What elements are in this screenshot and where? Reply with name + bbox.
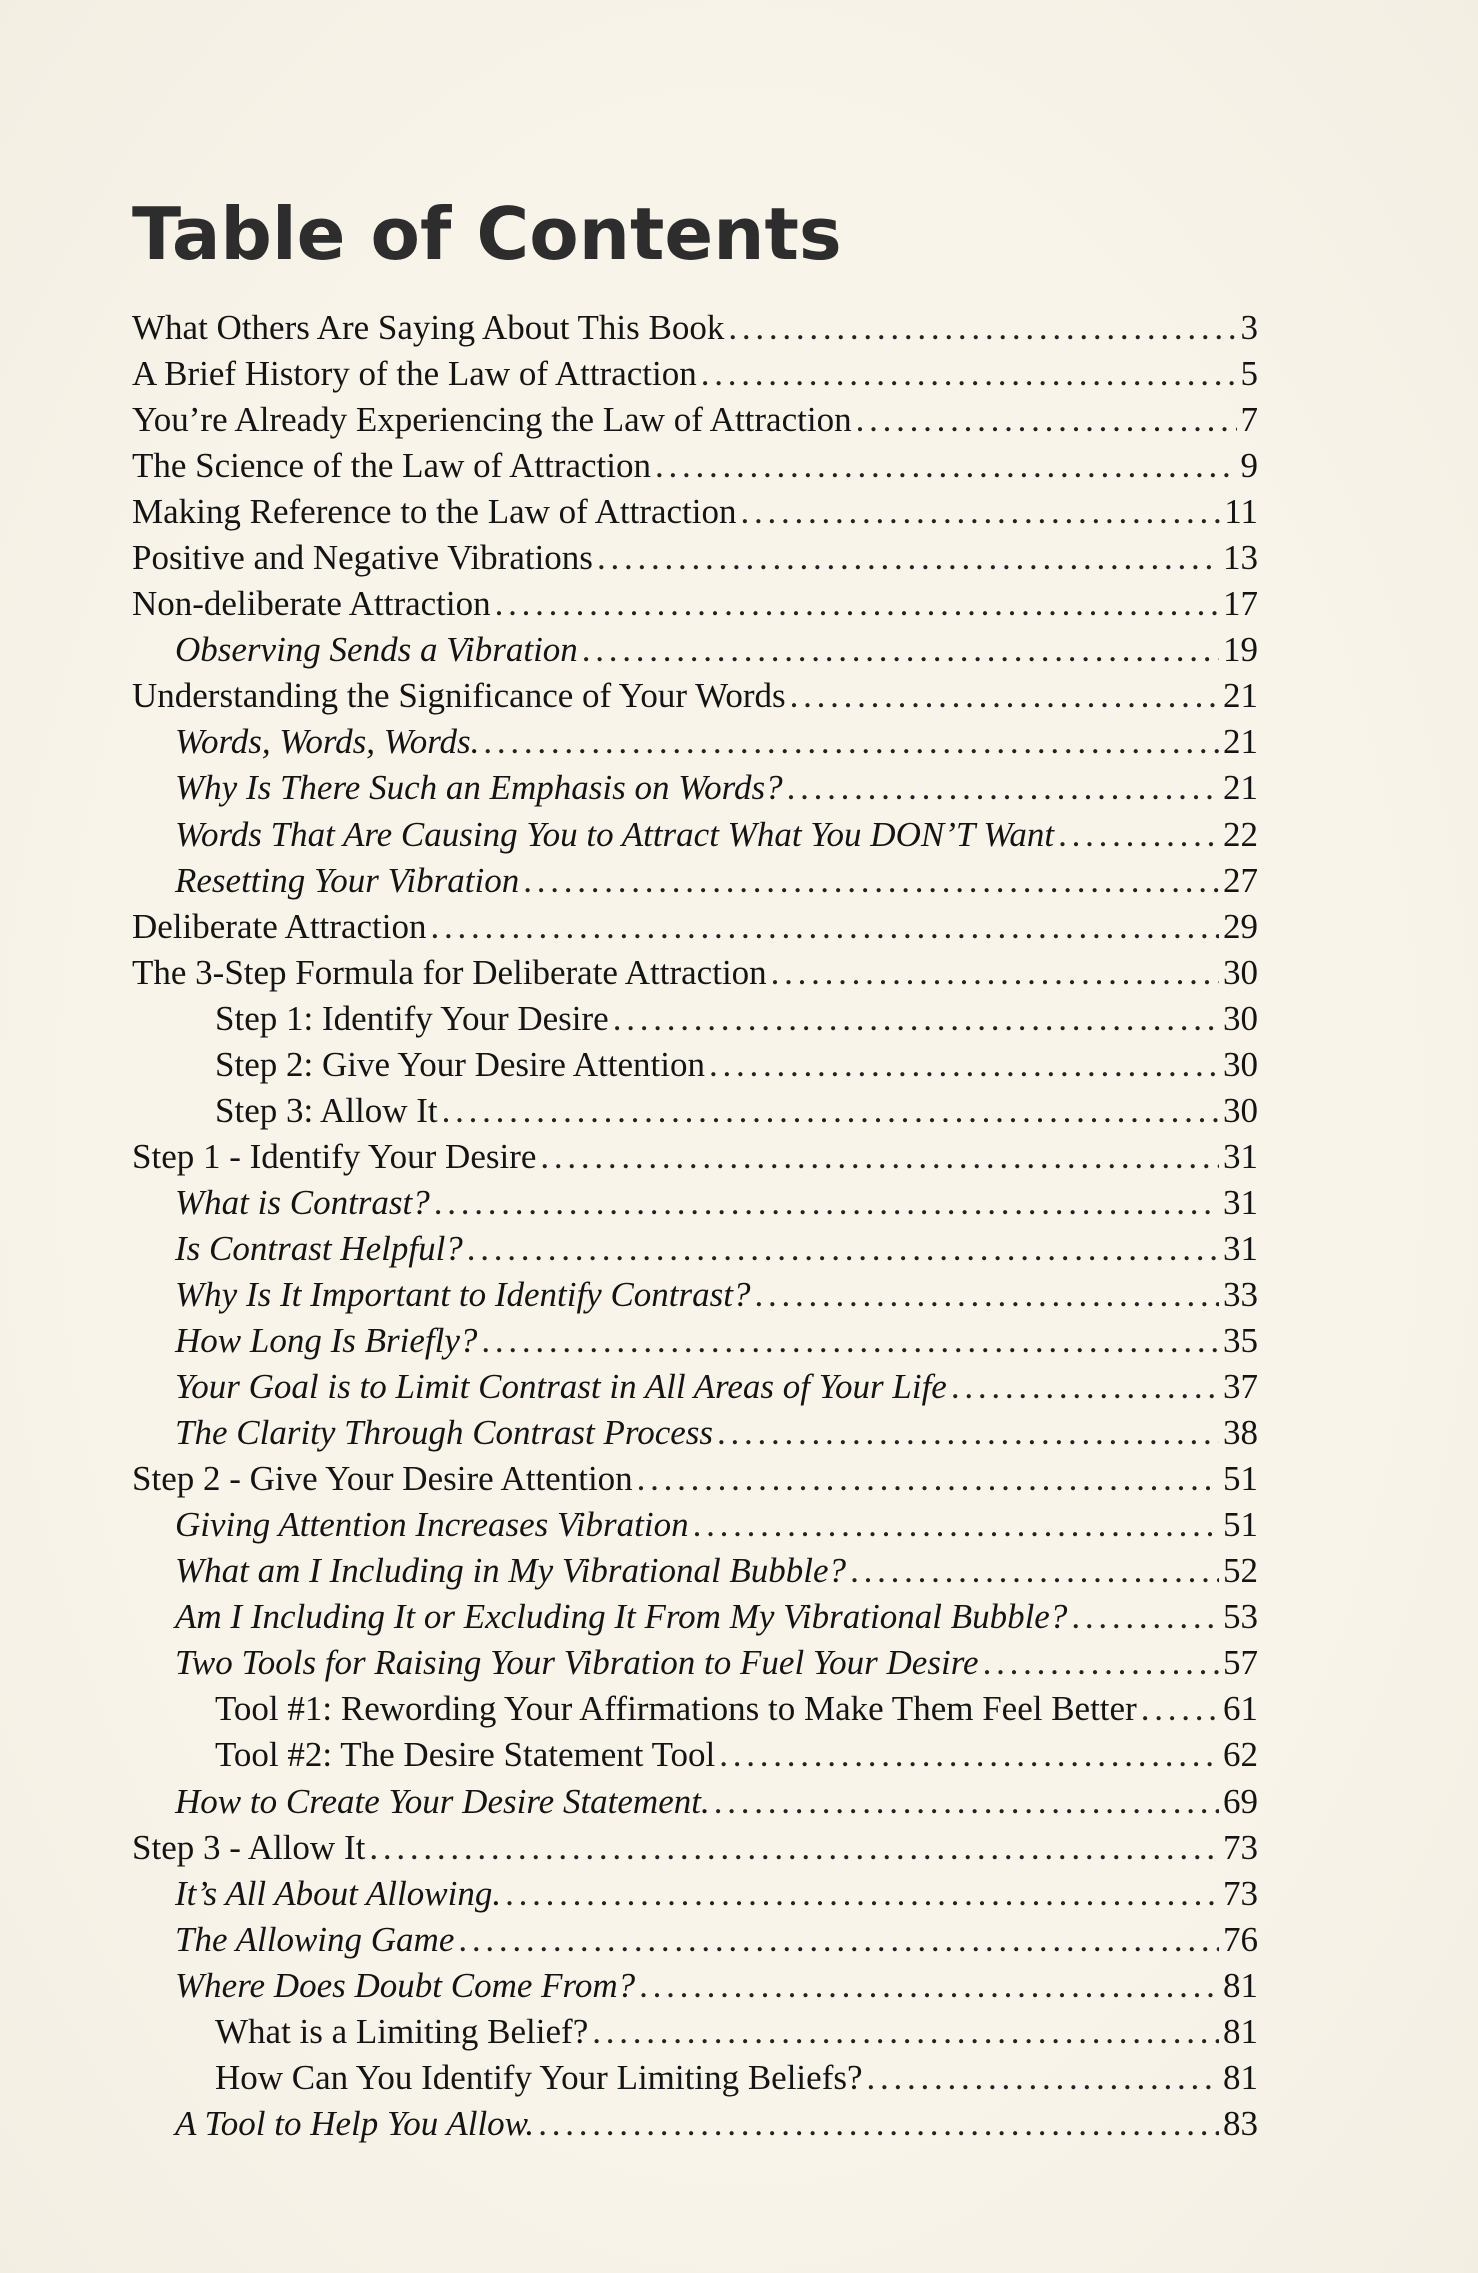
toc-entry	[132, 2009, 1258, 2055]
toc-entry	[132, 1410, 1258, 1456]
dot-leader	[430, 904, 1219, 950]
toc-entry-page-number: 81	[1223, 2011, 1258, 2051]
dot-leader	[867, 2055, 1220, 2101]
toc-entry-page-number: 73	[1223, 1827, 1258, 1867]
toc-entry-title: Your Goal is to Limit Contrast in All Areas of Your Life	[175, 1367, 947, 1407]
page-title: Table of Contents	[132, 192, 842, 276]
toc-entry-page-number: 22	[1223, 814, 1258, 854]
dot-leader	[369, 1825, 1219, 1871]
toc-entry-page-number: 33	[1223, 1274, 1258, 1314]
toc-entry-page-number: 81	[1223, 1965, 1258, 2005]
toc-entry-page-number: 31	[1223, 1136, 1258, 1176]
toc-entry	[132, 1042, 1258, 1088]
toc-entry	[132, 535, 1258, 581]
dot-leader	[655, 443, 1237, 489]
toc-entry	[132, 351, 1258, 397]
toc-entry-page-number: 3	[1240, 308, 1258, 347]
toc-entry-page-number: 21	[1223, 722, 1258, 762]
toc-entry	[132, 2101, 1258, 2147]
toc-entry	[132, 1364, 1258, 1410]
toc-entry	[132, 812, 1258, 858]
toc-entry-title: Step 2: Give Your Desire Attention	[215, 1044, 705, 1084]
dot-leader	[495, 581, 1219, 627]
dot-leader	[1058, 812, 1219, 858]
toc-entry	[132, 581, 1258, 627]
dot-leader	[1141, 1686, 1219, 1732]
toc-entry-page-number: 52	[1223, 1551, 1258, 1591]
toc-entry	[132, 1825, 1258, 1871]
toc-entry-title: You’re Already Experiencing the Law of Attraction	[132, 400, 852, 440]
toc-entry-title: Step 3 - Allow It	[132, 1827, 366, 1867]
dot-leader	[714, 1779, 1219, 1825]
toc-entry	[132, 1180, 1258, 1226]
toc-entry-page-number: 38	[1223, 1413, 1258, 1453]
toc-entry-page-number: 11	[1224, 492, 1258, 532]
toc-entry-page-number: 30	[1223, 1090, 1258, 1130]
dot-leader	[538, 2101, 1219, 2147]
toc-entry-title: What Others Are Saying About This Book	[132, 308, 725, 347]
dot-leader	[597, 535, 1219, 581]
toc-entry-page-number: 62	[1223, 1735, 1258, 1775]
toc-entry	[132, 673, 1258, 719]
toc-entry	[132, 1686, 1258, 1732]
toc-entry-title: Step 1: Identify Your Desire	[215, 998, 609, 1038]
toc-entry-page-number: 76	[1223, 1919, 1258, 1959]
toc-entry-title: Two Tools for Raising Your Vibration to Fuel Your Desire	[175, 1643, 979, 1683]
dot-leader	[693, 1502, 1219, 1548]
toc-entry-title: A Brief History of the Law of Attraction	[132, 354, 697, 394]
toc-entry-page-number: 51	[1223, 1459, 1258, 1499]
toc-entry-page-number: 30	[1223, 952, 1258, 992]
toc-entry	[132, 858, 1258, 904]
toc-entry-page-number: 83	[1223, 2103, 1258, 2143]
dot-leader	[582, 627, 1219, 673]
dot-leader	[741, 489, 1221, 535]
toc-entry-page-number: 51	[1223, 1505, 1258, 1545]
toc-entry	[132, 1088, 1258, 1134]
toc-entry	[132, 719, 1258, 765]
toc-entry-title: Giving Attention Increases Vibration	[175, 1505, 689, 1545]
dot-leader	[850, 1548, 1219, 1594]
toc-entry-title: Why Is It Important to Identify Contrast?	[175, 1274, 751, 1314]
toc-entry-title: Words That Are Causing You to Attract What You DON’T Want	[175, 814, 1055, 854]
dot-leader	[637, 1456, 1219, 1502]
toc-entry	[132, 1732, 1258, 1778]
toc-entry-title: It’s All About Allowing.	[175, 1873, 502, 1913]
toc-entry-title: Tool #1: Rewording Your Affirmations to Make Them Feel Better	[215, 1689, 1137, 1729]
toc-entry-page-number: 61	[1223, 1689, 1258, 1729]
toc-entry-page-number: 5	[1240, 354, 1258, 394]
dot-leader	[540, 1134, 1219, 1180]
toc-entry-page-number: 21	[1223, 676, 1258, 716]
toc-entry	[132, 1963, 1258, 2009]
toc-entry-title: How Can You Identify Your Limiting Beliefs?	[215, 2057, 863, 2097]
toc-entry-title: Positive and Negative Vibrations	[132, 538, 593, 578]
toc-entry	[132, 1871, 1258, 1917]
toc-entry-title: Making Reference to the Law of Attraction	[132, 492, 737, 532]
dot-leader	[717, 1410, 1219, 1456]
toc-entry	[132, 1318, 1258, 1364]
toc-entry	[132, 904, 1258, 950]
toc-entry	[132, 489, 1258, 535]
toc-entry-title: Am I Including It or Excluding It From My Vibrational Bubble?	[175, 1597, 1068, 1637]
toc-entry	[132, 765, 1258, 811]
toc-entry-page-number: 69	[1223, 1781, 1258, 1821]
toc-entry	[132, 627, 1258, 673]
dot-leader	[639, 1963, 1219, 2009]
toc-entry-page-number: 37	[1223, 1367, 1258, 1407]
toc-entry-page-number: 30	[1223, 998, 1258, 1038]
toc-entry	[132, 1917, 1258, 1963]
dot-leader	[434, 1180, 1219, 1226]
dot-leader	[701, 351, 1237, 397]
toc-entry-title: The Clarity Through Contrast Process	[175, 1413, 714, 1453]
toc-entry-title: Step 3: Allow It	[215, 1090, 438, 1130]
toc-entry	[132, 996, 1258, 1042]
toc-entry	[132, 1456, 1258, 1502]
toc-entry	[132, 397, 1258, 443]
toc-entry-page-number: 19	[1223, 630, 1258, 670]
toc-entry-title: Is Contrast Helpful?	[175, 1228, 463, 1268]
toc-entry-page-number: 21	[1223, 768, 1258, 808]
dot-leader	[613, 996, 1219, 1042]
toc-entry	[132, 1640, 1258, 1686]
toc-entry-page-number: 35	[1223, 1321, 1258, 1361]
toc-entry-title: What is Contrast?	[175, 1182, 430, 1222]
dot-leader	[787, 765, 1219, 811]
toc-entry	[132, 1502, 1258, 1548]
dot-leader	[458, 1917, 1219, 1963]
toc-entry	[132, 1226, 1258, 1272]
dot-leader	[523, 858, 1219, 904]
toc-entry-title: Words, Words, Words.	[175, 722, 480, 762]
dot-leader	[442, 1088, 1219, 1134]
toc-entry-title: The Allowing Game	[175, 1919, 455, 1959]
toc-entry-title: Understanding the Significance of Your Words	[132, 676, 786, 716]
toc-entry-page-number: 53	[1223, 1597, 1258, 1637]
toc-entry-title: Why Is There Such an Emphasis on Words?	[175, 768, 783, 808]
toc-entry-title: Observing Sends a Vibration	[175, 630, 578, 670]
dot-leader	[709, 1042, 1219, 1088]
toc-entry-title: What am I Including in My Vibrational Bubble?	[175, 1551, 847, 1591]
toc-entry	[132, 1548, 1258, 1594]
dot-leader	[1071, 1594, 1219, 1640]
toc-entry-title: The Science of the Law of Attraction	[132, 446, 651, 486]
dot-leader	[481, 1318, 1219, 1364]
toc-entry-page-number: 7	[1240, 400, 1258, 440]
toc-entry	[132, 1594, 1258, 1640]
dot-leader	[771, 950, 1219, 996]
toc-entry	[132, 443, 1258, 489]
toc-entry-page-number: 17	[1223, 584, 1258, 624]
toc-entry-title: Where Does Doubt Come From?	[175, 1965, 636, 2005]
toc-entry-page-number: 9	[1240, 446, 1258, 486]
toc-list	[132, 305, 1258, 2147]
toc-entry-title: Tool #2: The Desire Statement Tool	[215, 1735, 716, 1775]
dot-leader	[592, 2009, 1219, 2055]
dot-leader	[719, 1732, 1219, 1778]
toc-entry-title: How to Create Your Desire Statement.	[175, 1781, 710, 1821]
toc-entry	[132, 305, 1258, 351]
toc-entry-title: Step 1 - Identify Your Desire	[132, 1136, 537, 1176]
dot-leader	[505, 1871, 1219, 1917]
toc-entry-title: How Long Is Briefly?	[175, 1321, 478, 1361]
dot-leader	[856, 397, 1237, 443]
toc-entry-page-number: 73	[1223, 1873, 1258, 1913]
toc-entry-page-number: 31	[1223, 1182, 1258, 1222]
toc-entry	[132, 1134, 1258, 1180]
toc-entry-title: Non-deliberate Attraction	[132, 584, 491, 624]
toc-entry-title: What is a Limiting Belief?	[215, 2011, 589, 2051]
toc-entry-page-number: 29	[1223, 906, 1258, 946]
dot-leader	[951, 1364, 1219, 1410]
dot-leader	[790, 673, 1219, 719]
dot-leader	[467, 1226, 1219, 1272]
toc-entry	[132, 950, 1258, 996]
toc-entry-page-number: 13	[1223, 538, 1258, 578]
toc-entry-page-number: 57	[1223, 1643, 1258, 1683]
toc-entry	[132, 1272, 1258, 1318]
toc-entry-page-number: 81	[1223, 2057, 1258, 2097]
toc-entry	[132, 2055, 1258, 2101]
dot-leader	[755, 1272, 1219, 1318]
toc-entry	[132, 1779, 1258, 1825]
toc-entry-title: A Tool to Help You Allow.	[175, 2103, 535, 2143]
toc-entry-title: Step 2 - Give Your Desire Attention	[132, 1459, 633, 1499]
dot-leader	[728, 305, 1236, 351]
toc-entry-title: Resetting Your Vibration	[175, 860, 520, 900]
toc-entry-title: Deliberate Attraction	[132, 906, 427, 946]
dot-leader	[483, 719, 1219, 765]
toc-entry-page-number: 27	[1223, 860, 1258, 900]
toc-entry-title: The 3-Step Formula for Deliberate Attraction	[132, 952, 767, 992]
dot-leader	[983, 1640, 1219, 1686]
toc-entry-page-number: 31	[1223, 1228, 1258, 1268]
toc-entry-page-number: 30	[1223, 1044, 1258, 1084]
